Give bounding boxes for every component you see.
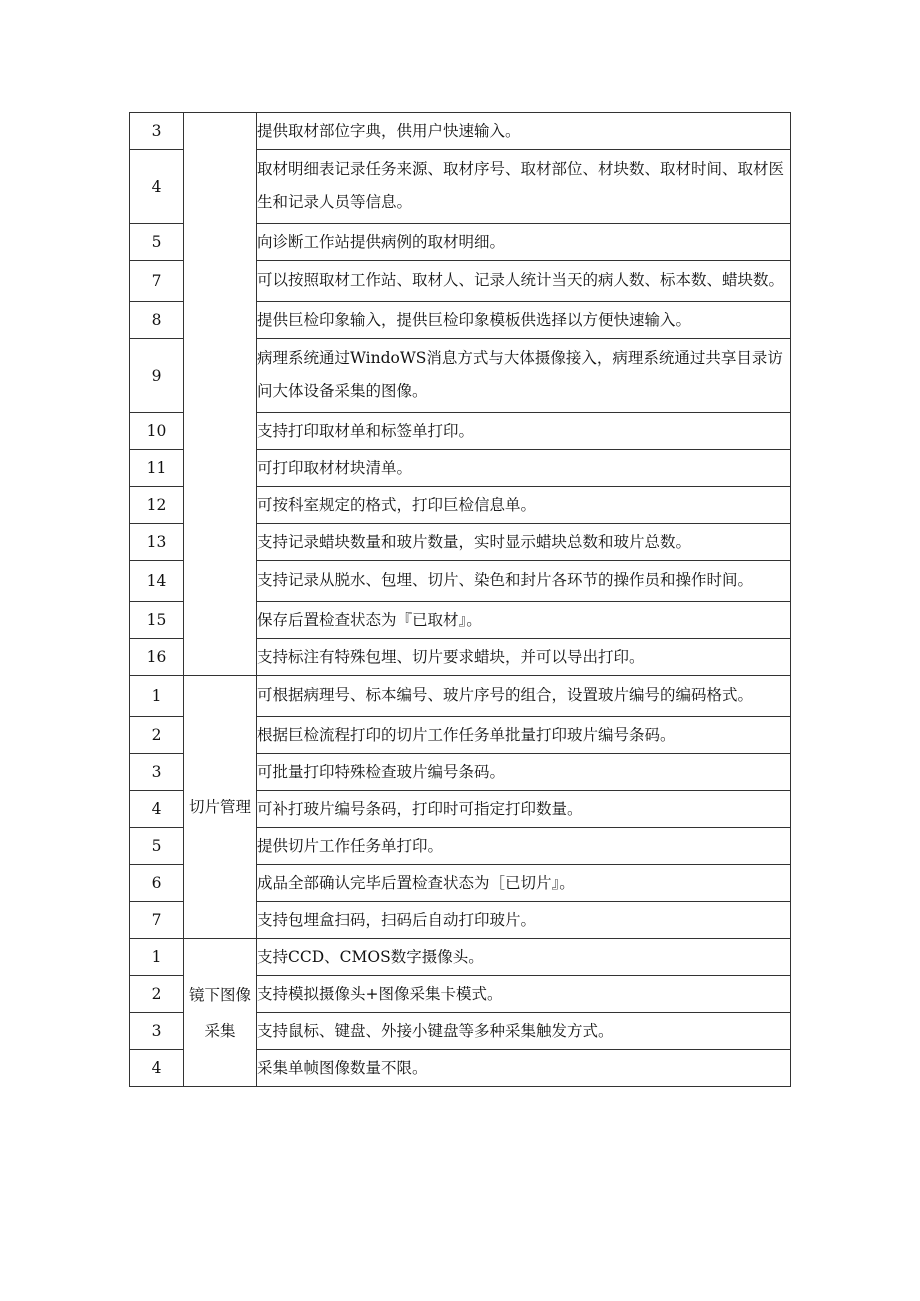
table-body xyxy=(130,113,791,1087)
row-number: 3 xyxy=(130,754,184,791)
table-row xyxy=(130,676,791,717)
row-description: 可补打玻片编号条码，打印时可指定打印数量。 xyxy=(257,791,791,828)
row-description: 根据巨检流程打印的切片工作任务单批量打印玻片编号条码。 xyxy=(257,717,791,754)
row-number: 6 xyxy=(130,865,184,902)
row-description: 提供切片工作任务单打印。 xyxy=(257,828,791,865)
row-description: 支持打印取材单和标签单打印。 xyxy=(257,413,791,450)
row-description: 向诊断工作站提供病例的取材明细。 xyxy=(257,224,791,261)
row-description: 可根据病理号、标本编号、玻片序号的组合，设置玻片编号的编码格式。 xyxy=(257,676,791,717)
row-number: 1 xyxy=(130,676,184,717)
category-cell: 镜下图像采集 xyxy=(184,939,257,1087)
row-number: 5 xyxy=(130,224,184,261)
row-description: 支持鼠标、键盘、外接小键盘等多种采集触发方式。 xyxy=(257,1013,791,1050)
row-description: 病理系统通过WindoWS消息方式与大体摄像接入，病理系统通过共享目录访问大体设备采集的图像。 xyxy=(257,339,791,413)
row-description: 支持记录从脱水、包埋、切片、染色和封片各环节的操作员和操作时间。 xyxy=(257,561,791,602)
row-number: 1 xyxy=(130,939,184,976)
row-number: 10 xyxy=(130,413,184,450)
row-number: 2 xyxy=(130,976,184,1013)
category-cell: 切片管理 xyxy=(184,676,257,939)
row-description: 成品全部确认完毕后置检查状态为［已切片』。 xyxy=(257,865,791,902)
row-description: 提供巨检印象输入，提供巨检印象模板供选择以方便快速输入。 xyxy=(257,302,791,339)
row-description: 保存后置检查状态为『已取材』。 xyxy=(257,602,791,639)
row-number: 4 xyxy=(130,1050,184,1087)
row-description: 提供取材部位字典，供用户快速输入。 xyxy=(257,113,791,150)
row-number: 2 xyxy=(130,717,184,754)
row-description: 可打印取材材块清单。 xyxy=(257,450,791,487)
table-row xyxy=(130,113,791,150)
row-description: 支持标注有特殊包埋、切片要求蜡块，并可以导出打印。 xyxy=(257,639,791,676)
row-number: 4 xyxy=(130,791,184,828)
requirements-table xyxy=(129,112,791,1087)
row-number: 15 xyxy=(130,602,184,639)
row-description: 可批量打印特殊检查玻片编号条码。 xyxy=(257,754,791,791)
row-number: 3 xyxy=(130,113,184,150)
row-number: 16 xyxy=(130,639,184,676)
row-description: 支持模拟摄像头+图像采集卡模式。 xyxy=(257,976,791,1013)
row-number: 4 xyxy=(130,150,184,224)
row-description: 支持CCD、CMOS数字摄像头。 xyxy=(257,939,791,976)
row-number: 8 xyxy=(130,302,184,339)
row-description: 支持记录蜡块数量和玻片数量，实时显示蜡块总数和玻片总数。 xyxy=(257,524,791,561)
row-number: 13 xyxy=(130,524,184,561)
row-number: 9 xyxy=(130,339,184,413)
category-cell xyxy=(184,113,257,676)
row-number: 7 xyxy=(130,261,184,302)
row-number: 5 xyxy=(130,828,184,865)
row-description: 支持包埋盒扫码，扫码后自动打印玻片。 xyxy=(257,902,791,939)
row-number: 12 xyxy=(130,487,184,524)
row-number: 11 xyxy=(130,450,184,487)
row-number: 7 xyxy=(130,902,184,939)
row-number: 3 xyxy=(130,1013,184,1050)
table-row xyxy=(130,939,791,976)
row-description: 可按科室规定的格式，打印巨检信息单。 xyxy=(257,487,791,524)
row-description: 可以按照取材工作站、取材人、记录人统计当天的病人数、标本数、蜡块数。 xyxy=(257,261,791,302)
row-number: 14 xyxy=(130,561,184,602)
row-description: 采集单帧图像数量不限。 xyxy=(257,1050,791,1087)
row-description: 取材明细表记录任务来源、取材序号、取材部位、材块数、取材时间、取材医生和记录人员等信息。 xyxy=(257,150,791,224)
